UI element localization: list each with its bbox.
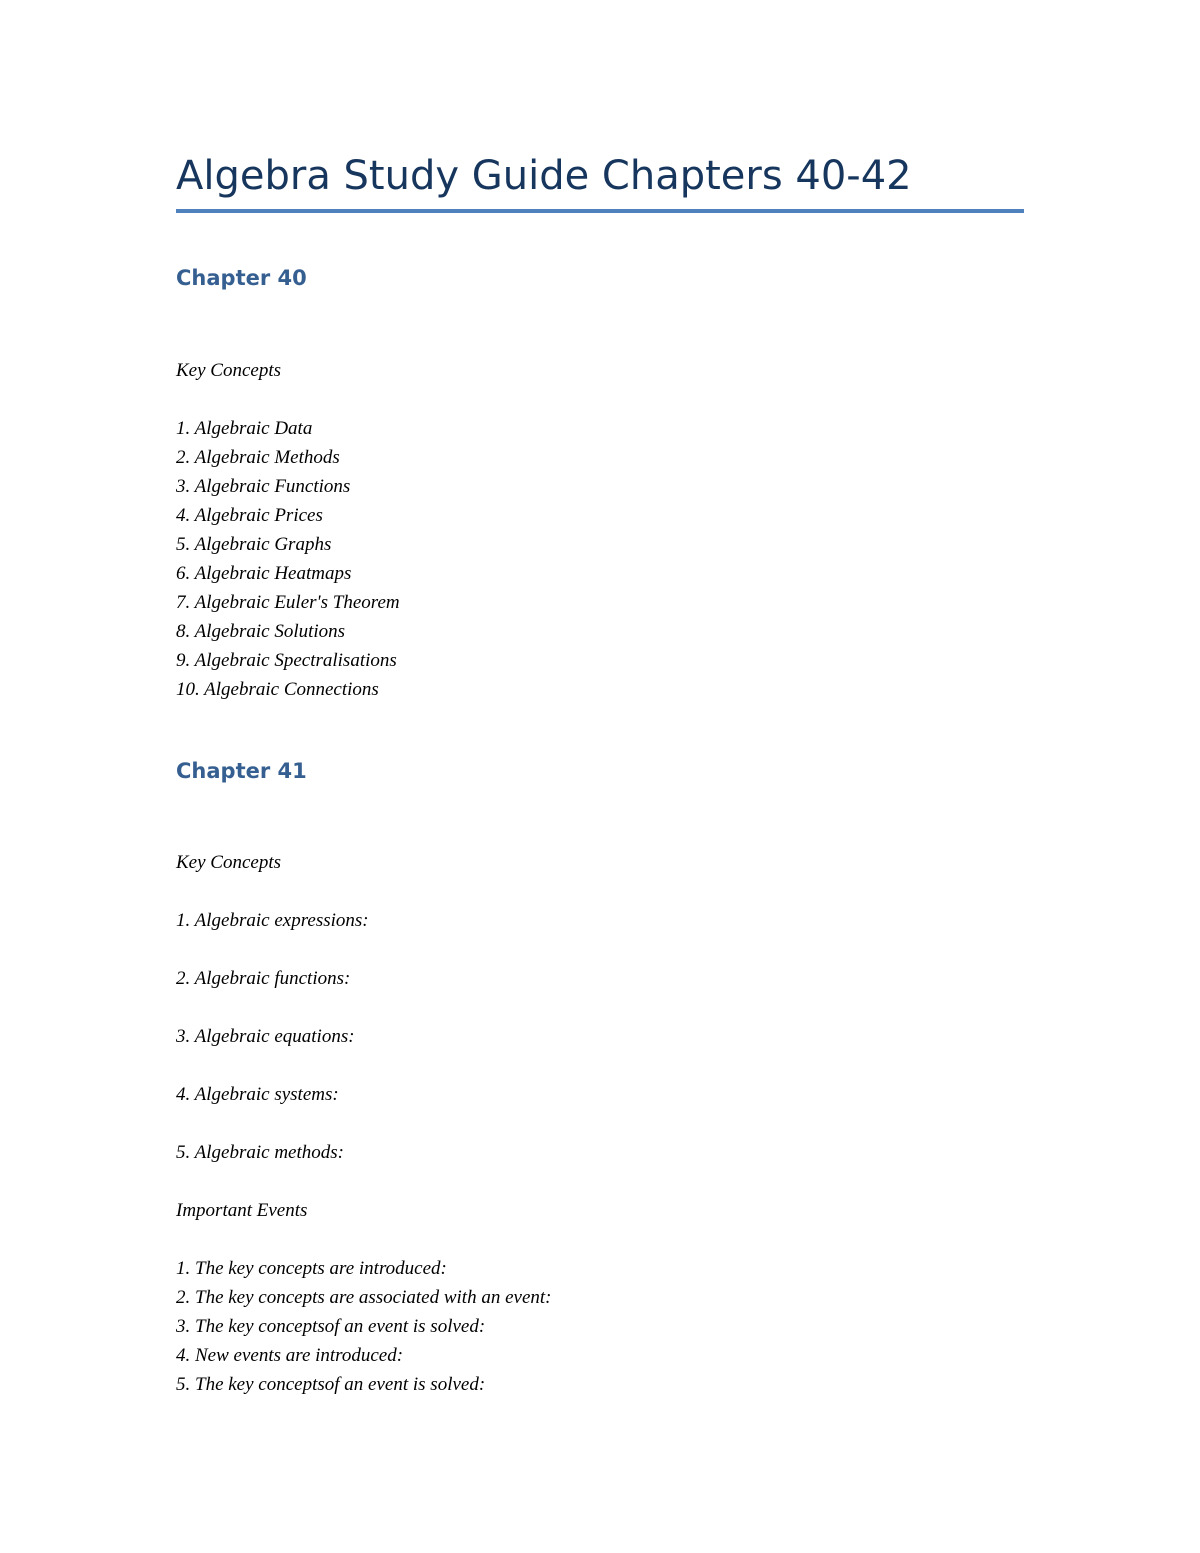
chapter-41-key-concepts-label: Key Concepts (176, 852, 282, 873)
list-item: 7. Algebraic Euler's Theorem (176, 592, 400, 613)
chapter-41-heading: Chapter 41 (176, 759, 307, 783)
list-item: 5. Algebraic methods: (176, 1142, 344, 1163)
list-item: 2. The key concepts are associated with an event: (176, 1287, 552, 1308)
list-item: 3. Algebraic equations: (176, 1026, 355, 1047)
list-item: 9. Algebraic Spectralisations (176, 650, 397, 671)
list-item: 5. The key conceptsof an event is solved: (176, 1374, 486, 1395)
chapter-41-concept-list (176, 906, 369, 1196)
chapter-40-key-concepts-label: Key Concepts (176, 360, 282, 381)
list-item: 5. Algebraic Graphs (176, 534, 332, 555)
list-item: 10. Algebraic Connections (176, 679, 379, 700)
list-item: 4. New events are introduced: (176, 1345, 404, 1366)
chapter-40-concept-list (176, 414, 400, 704)
list-item: 3. Algebraic Functions (176, 476, 351, 497)
list-item: 3. The key conceptsof an event is solved: (176, 1316, 486, 1337)
chapter-41-important-events-label: Important Events (176, 1200, 308, 1221)
list-item: 4. Algebraic Prices (176, 505, 323, 526)
list-item: 8. Algebraic Solutions (176, 621, 346, 642)
list-item: 6. Algebraic Heatmaps (176, 563, 352, 584)
list-item: 2. Algebraic Methods (176, 447, 340, 468)
title-divider (176, 209, 1024, 213)
list-item: 4. Algebraic systems: (176, 1084, 339, 1105)
list-item: 1. Algebraic Data (176, 418, 313, 439)
list-item: 1. Algebraic expressions: (176, 910, 369, 931)
page-title: Algebra Study Guide Chapters 40-42 (176, 153, 912, 199)
chapter-40-heading: Chapter 40 (176, 266, 307, 290)
list-item: 2. Algebraic functions: (176, 968, 351, 989)
chapter-41-event-list (176, 1254, 552, 1399)
list-item: 1. The key concepts are introduced: (176, 1258, 447, 1279)
